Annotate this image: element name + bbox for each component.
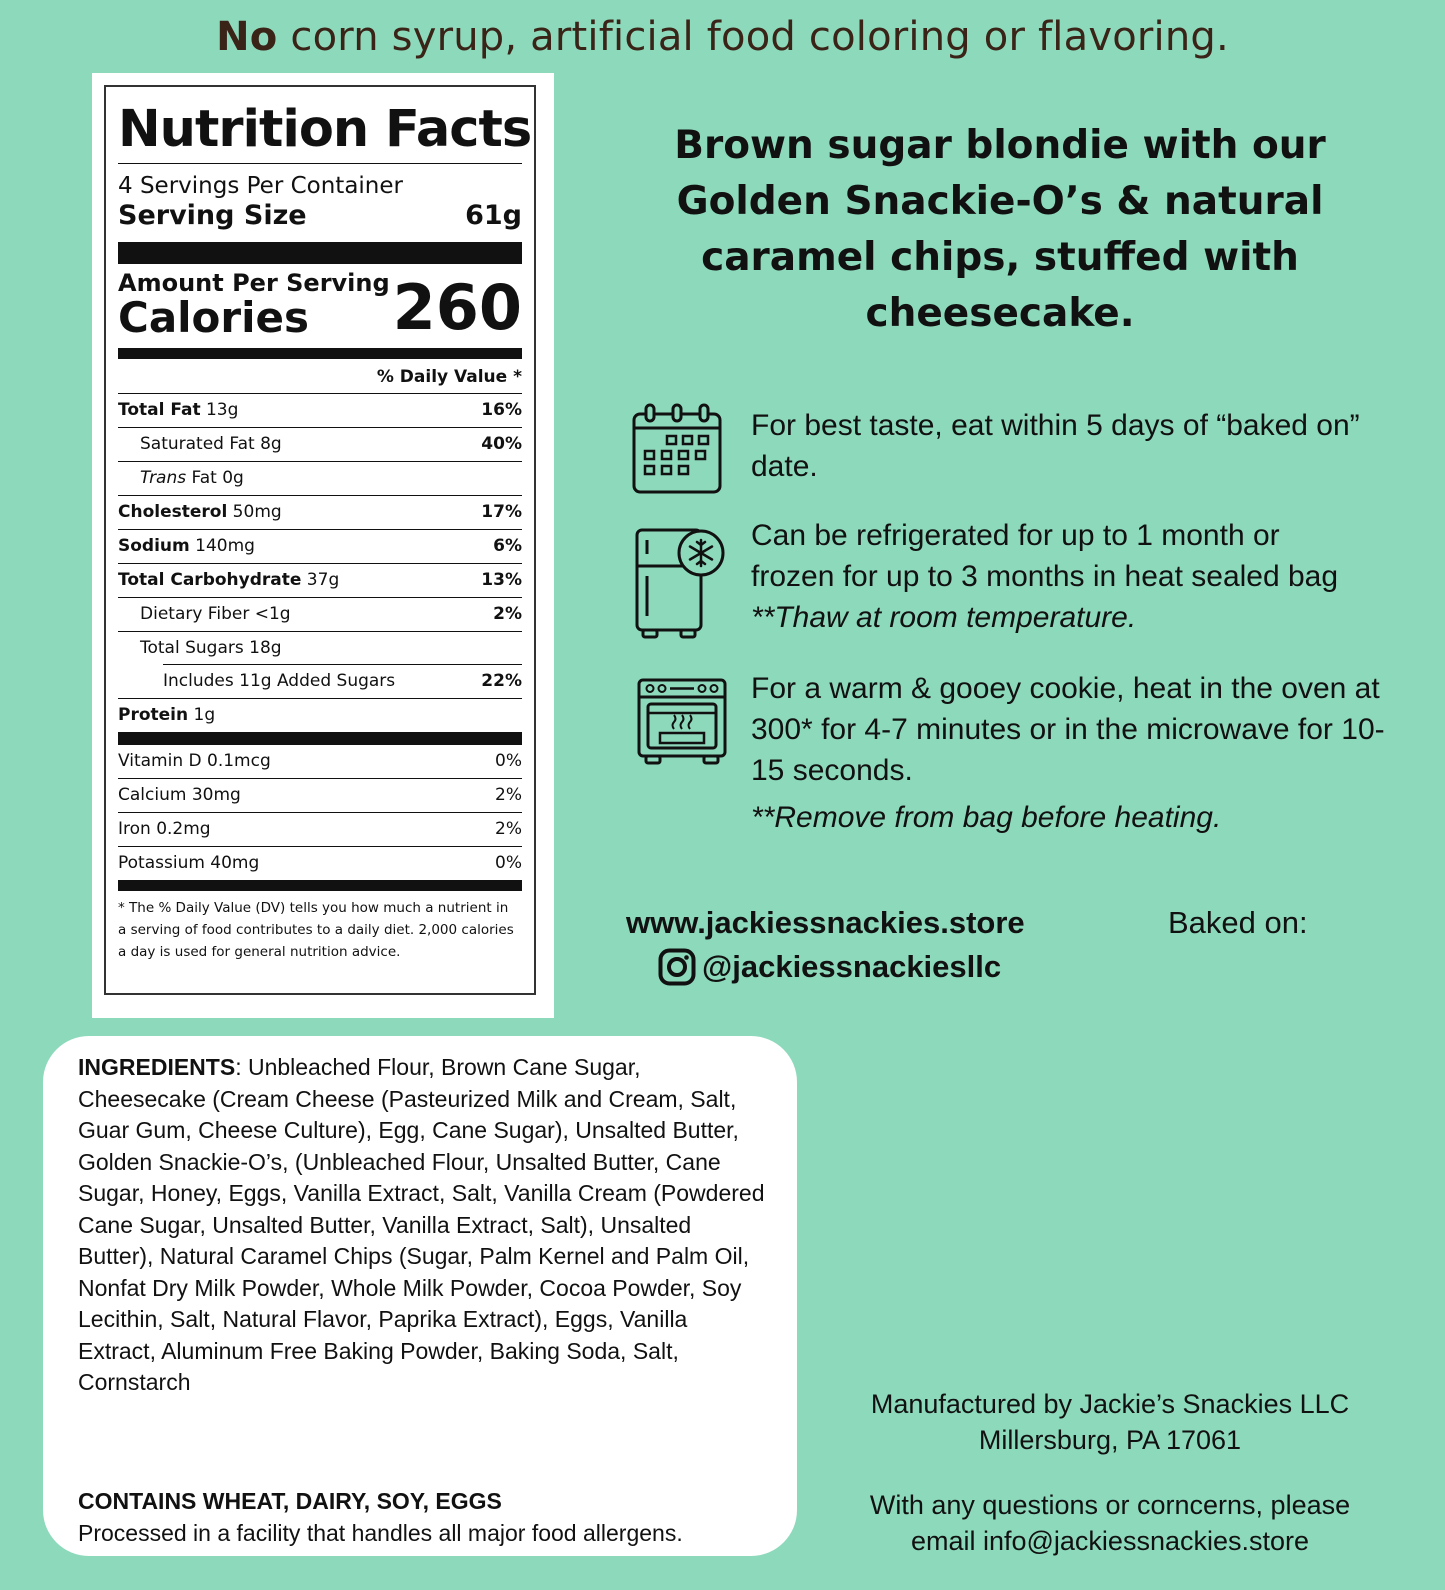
calories-row <box>118 269 522 344</box>
thaw-note: **Thaw at room temperature. <box>751 601 1137 634</box>
serving-size <box>118 200 522 232</box>
ingredients-text: INGREDIENTS: Unbleached Flour, Brown Cane Sugar, Cheesecake (Cream Cheese (Pasteurized Milk and Cream, Salt, Guar Gum, Cheese Culture), Egg, Cane Sugar), Unsalted Butter, Golden Snackie-O’s, (Unbleached Flour, Unsalted Butter, Cane Sugar, Honey, Eggs, Vanilla Extract, Salt, Vanilla Cream (Powdered Cane Sugar, Unsalted Butter, Vanilla Extract, Salt), Unsalted Butter), Natural Caramel Chips (Sugar, Palm Kernel and Palm Oil, Nonfat Dry Milk Powder, Whole Milk Powder, Cocoa Powder, Soy Lecithin, Salt, Natural Flavor, Paprika Extract), Eggs, Vanilla Extract, Aluminum Free Baking Powder, Baking Soda, Salt, Cornstarch <box>78 1054 765 1395</box>
thick-divider <box>118 242 522 264</box>
heating-note: **Remove from bag before heating. <box>751 801 1222 834</box>
micro-row-potassium: Potassium 40mg 0% <box>118 853 522 873</box>
serving-size-value: 61g <box>465 200 522 231</box>
daily-value-header: % Daily Value * <box>118 359 522 394</box>
daily-value-footnote: * The % Daily Value (DV) tells you how much a nutrient in a serving of food contributes to a daily diet. 2,000 calories a day is used for general nutrition advice. <box>118 900 514 960</box>
banner-bold: No <box>216 14 278 60</box>
oven-icon <box>636 677 728 769</box>
protein-divider <box>118 732 522 745</box>
contact-email: email info@jackiessnackies.store <box>910 1526 1310 1556</box>
calories-label: Calories <box>118 293 310 342</box>
instagram-handle[interactable] <box>658 948 1001 986</box>
ingredients-card <box>43 1036 797 1556</box>
nutrient-row-total-sugars: Total Sugars 18g <box>118 632 522 665</box>
product-headline: Brown sugar blondie with our Golden Snackie-O’s & natural caramel chips, stuffed with cheesecake. <box>674 123 1326 336</box>
nutrient-row-total-fat: Total Fat 13g 16% <box>118 394 522 428</box>
nutrition-title: Nutrition Facts <box>118 100 532 159</box>
nutrient-row-total-carbohydrate: Total Carbohydrate 37g 13% <box>118 564 522 598</box>
nutrient-row-saturated-fat: Saturated Fat 8g 40% <box>118 428 522 462</box>
ingredients-label: INGREDIENTS <box>78 1054 236 1080</box>
website-link[interactable]: www.jackiessnackies.store <box>626 905 1025 940</box>
calories-value: 260 <box>392 271 522 344</box>
baked-on-label: Baked on: <box>1168 905 1308 940</box>
nutrient-row-added-sugars: Includes 11g Added Sugars 22% <box>118 665 522 699</box>
micro-row-iron: Iron 0.2mg 2% <box>118 813 522 847</box>
medium-divider <box>118 348 522 359</box>
heating-info: For a warm & gooey cookie, heat in the oven at 300* for 4-7 minutes or in the microwave for 10-15 seconds. **Remove from bag before heating. <box>751 672 1385 834</box>
instagram-handle-text: @jackiessnackiesllc <box>702 949 1002 984</box>
storage-info: Can be refrigerated for up to 1 month or frozen for up to 3 months in heat sealed bag **Thaw at room temperature. <box>751 519 1339 634</box>
best-taste-info: For best taste, eat within 5 days of “baked on” date. <box>751 409 1360 483</box>
contact-info: With any questions or corncerns, please email info@jackiessnackies.store <box>840 1487 1380 1559</box>
manufacturer-info: Manufactured by Jackie’s Snackies LLC Millersburg, PA 17061 <box>870 1389 1350 1455</box>
nutrient-row-protein: Protein 1g <box>118 705 216 725</box>
allergen-contains: CONTAINS WHEAT, DAIRY, SOY, EGGS <box>78 1488 502 1514</box>
amount-per-serving: Amount Per Serving <box>118 269 390 297</box>
micro-row-vitamin-d: Vitamin D 0.1mcg 0% <box>118 745 522 779</box>
serving-size-label: Serving Size <box>118 200 307 231</box>
instagram-icon <box>658 948 696 986</box>
top-banner <box>0 14 1445 60</box>
fridge-icon <box>633 526 725 642</box>
nutrient-row-trans-fat: Trans Fat 0g <box>118 462 522 496</box>
nutrient-row-dietary-fiber: Dietary Fiber <1g 2% <box>118 598 522 632</box>
servings-per-container: 4 Servings Per Container <box>118 173 403 199</box>
nutrient-row-sodium: Sodium 140mg 6% <box>118 530 522 564</box>
footnote-divider <box>118 880 522 891</box>
nutrient-row-cholesterol: Cholesterol 50mg 17% <box>118 496 522 530</box>
micro-row-calcium: Calcium 30mg 2% <box>118 779 522 813</box>
nutrition-label <box>104 85 536 995</box>
nutrition-card <box>92 73 554 1018</box>
calendar-icon <box>632 402 722 494</box>
banner-text: corn syrup, artificial food coloring or flavoring. <box>277 14 1229 60</box>
allergen-facility-note: Processed in a facility that handles all major food allergens. <box>78 1520 683 1546</box>
